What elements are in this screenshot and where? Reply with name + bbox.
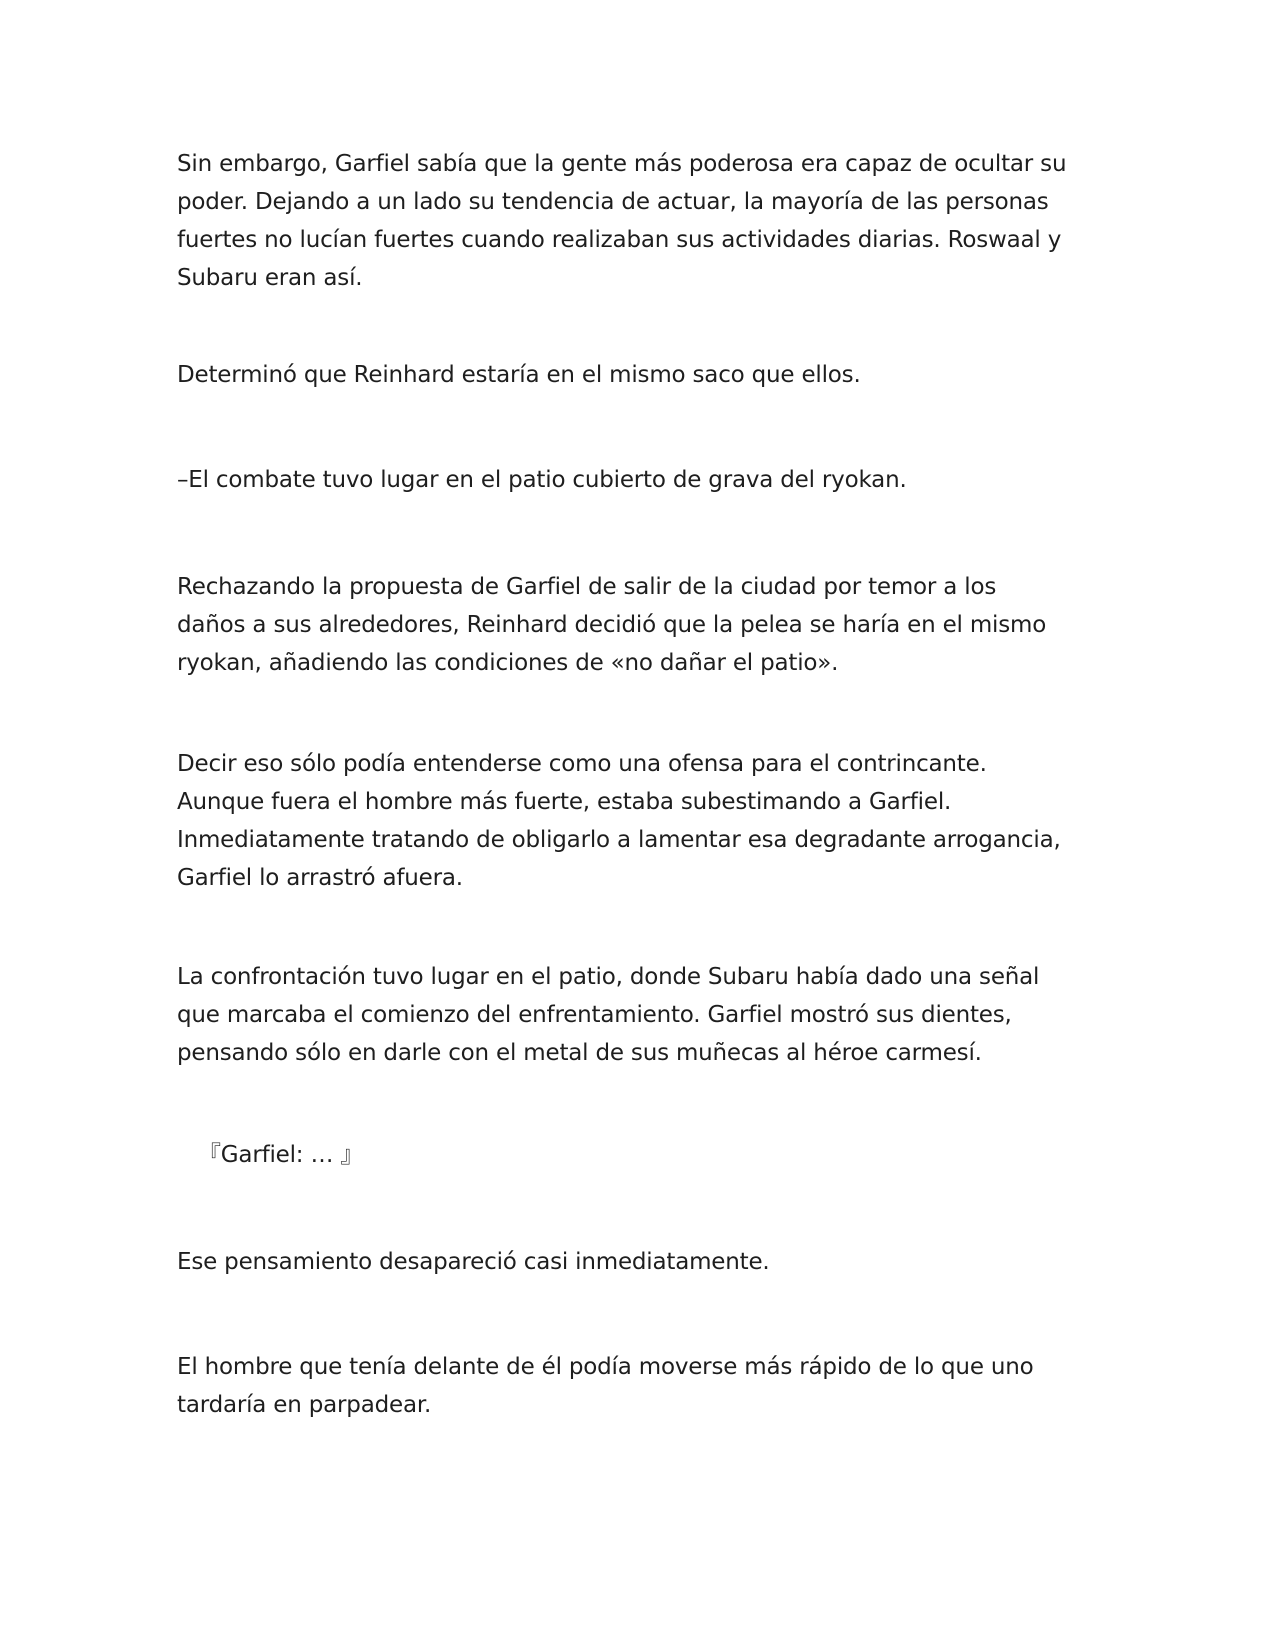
paragraph-line: Decir eso sólo podía entenderse como una ofensa para el contrincante.	[177, 751, 987, 777]
paragraph-6	[177, 958, 1107, 1072]
paragraph-8	[177, 1243, 1107, 1281]
paragraph-3	[177, 461, 1107, 499]
paragraph-line: Aunque fuera el hombre más fuerte, estaba subestimando a Garfiel.	[177, 789, 952, 815]
paragraph-line: ryokan, añadiendo las condiciones de «no dañar el patio».	[177, 650, 839, 676]
paragraph-4	[177, 568, 1107, 682]
paragraph-9	[177, 1348, 1107, 1424]
paragraph-line: fuertes no lucían fuertes cuando realizaban sus actividades diarias. Roswaal y	[177, 227, 1062, 253]
paragraph-line: que marcaba el comienzo del enfrentamiento. Garfiel mostró sus dientes,	[177, 1002, 1012, 1028]
paragraph-line: La confrontación tuvo lugar en el patio, donde Subaru había dado una señal	[177, 964, 1040, 990]
paragraph-5	[177, 745, 1107, 897]
paragraph-line: –El combate tuvo lugar en el patio cubierto de grava del ryokan.	[177, 467, 907, 493]
paragraph-2	[177, 356, 1107, 394]
paragraph-line: Rechazando la propuesta de Garfiel de salir de la ciudad por temor a los	[177, 574, 997, 600]
dialogue-line	[198, 1136, 1128, 1174]
paragraph-line: Inmediatamente tratando de obligarlo a lamentar esa degradante arrogancia,	[177, 827, 1061, 853]
paragraph-line: El hombre que tenía delante de él podía moverse más rápido de lo que uno	[177, 1354, 1034, 1380]
paragraph-line: Sin embargo, Garfiel sabía que la gente más poderosa era capaz de ocultar su	[177, 151, 1067, 177]
paragraph-line: daños a sus alrededores, Reinhard decidió que la pelea se haría en el mismo	[177, 612, 1047, 638]
paragraph-line: Determinó que Reinhard estaría en el mismo saco que ellos.	[177, 362, 861, 388]
paragraph-line: pensando sólo en darle con el metal de sus muñecas al héroe carmesí.	[177, 1040, 982, 1066]
paragraph-line: 『Garfiel: … 』	[198, 1142, 364, 1168]
paragraph-line: Subaru eran así.	[177, 265, 363, 291]
paragraph-line: Ese pensamiento desapareció casi inmediatamente.	[177, 1249, 770, 1275]
paragraph-line: tardaría en parpadear.	[177, 1392, 432, 1418]
paragraph-line: Garfiel lo arrastró afuera.	[177, 865, 463, 891]
paragraph-line: poder. Dejando a un lado su tendencia de actuar, la mayoría de las personas	[177, 189, 1049, 215]
paragraph-1	[177, 145, 1107, 297]
